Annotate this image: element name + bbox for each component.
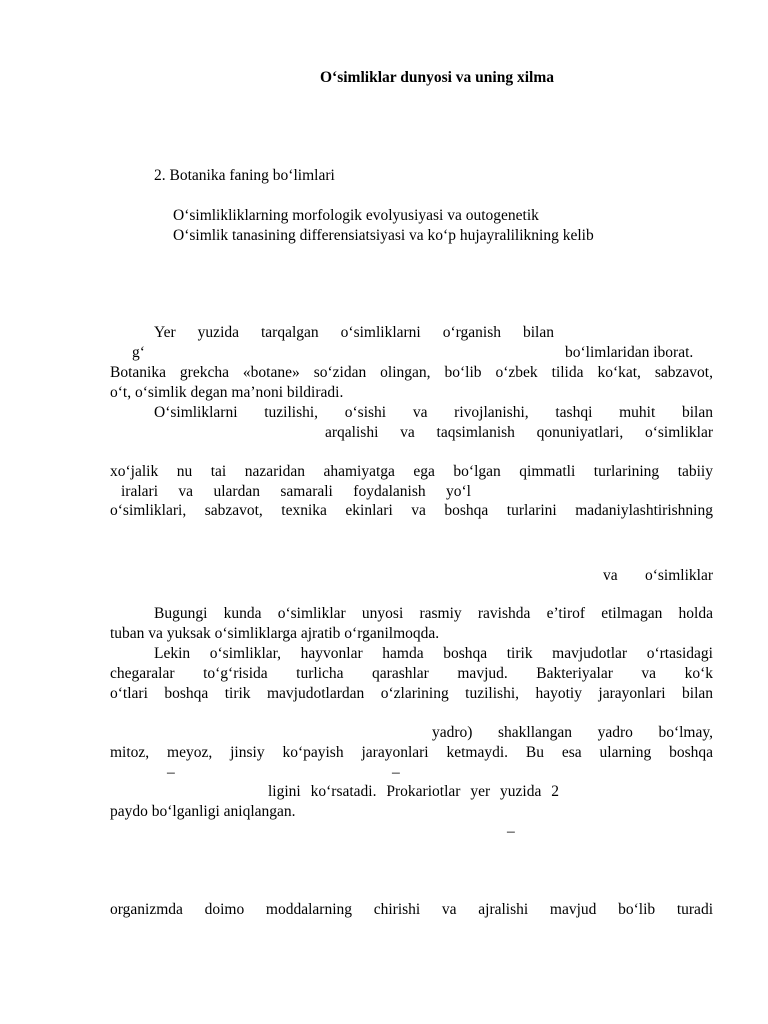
subpoint-1: O‘simlikliklarning morfologik evolyusiyasi va outogenetik <box>173 207 539 224</box>
dash-mark-3: – <box>507 823 515 840</box>
body-line-6: arqalishi va taqsimlanish qonuniyatlari, o‘simliklar <box>325 424 713 441</box>
document-title: O‘simliklar dunyosi va uning xilma <box>320 69 554 86</box>
body-line-5: O‘simliklarni tuzilishi, o‘sishi va rivojlanishi, tashqi muhit bilan <box>154 404 713 421</box>
body-line-10: va o‘simliklar <box>603 567 713 584</box>
body-line-15: o‘tlari boshqa tirik mavjudotlardan o‘zlarining tuzilishi, hayotiy jarayonlari bilan <box>110 685 713 702</box>
section-heading: 2. Botanika faning bo‘limlari <box>154 167 335 184</box>
subpoint-2: O‘simlik tanasining differensiatsiyasi va ko‘p hujayralilikning kelib <box>173 227 594 244</box>
body-line-17: mitoz, meyoz, jinsiy ko‘payish jarayonlari ketmaydi. Bu esa ularning boshqa <box>110 744 713 761</box>
body-line-20: paydo bo‘lganligi aniqlangan. <box>110 803 296 820</box>
dash-mark-1: – <box>167 764 175 781</box>
body-line-11: Bugungi kunda o‘simliklar unyosi rasmiy ravishda e’tirof etilmagan holda <box>154 605 713 622</box>
body-line-16: yadro) shakllangan yadro bo‘lmay, <box>432 724 713 741</box>
body-line-19: ligini ko‘rsatadi. Prokariotlar yer yuzida 2 <box>268 783 559 800</box>
body-line-14: chegaralar to‘g‘risida turlicha qarashlar mavjud. Bakteriyalar va ko‘k <box>110 665 713 682</box>
body-line-8: iralari va ulardan samarali foydalanish yo‘l <box>121 483 471 500</box>
body-line-22: organizmda doimo moddalarning chirishi va ajralishi mavjud bo‘lib turadi <box>110 901 713 918</box>
body-line-1: Yer yuzida tarqalgan o‘simliklarni o‘rganish bilan <box>154 324 554 341</box>
body-line-12: tuban va yuksak o‘simliklarga ajratib o‘rganilmoqda. <box>110 625 440 642</box>
body-line-13: Lekin o‘simliklar, hayvonlar hamda boshqa tirik mavjudotlar o‘rtasidagi <box>154 645 713 662</box>
body-line-4: o‘t, o‘simlik degan ma’noni bildiradi. <box>110 384 344 401</box>
dash-mark-2: – <box>392 764 400 781</box>
body-line-7: xo‘jalik nu tai nazaridan ahamiyatga ega bo‘lgan qimmatli turlarining tabiiy <box>110 463 713 480</box>
body-line-3: Botanika grekcha «botane» so‘zidan olingan, bo‘lib o‘zbek tilida ko‘kat, sabzavot, <box>110 364 713 381</box>
body-line-2a: g‘ <box>132 344 145 361</box>
body-line-2b: bo‘limlaridan iborat. <box>565 344 694 361</box>
body-line-9: o‘simliklari, sabzavot, texnika ekinlari va boshqa turlarini madaniylashtirishning <box>110 502 713 519</box>
